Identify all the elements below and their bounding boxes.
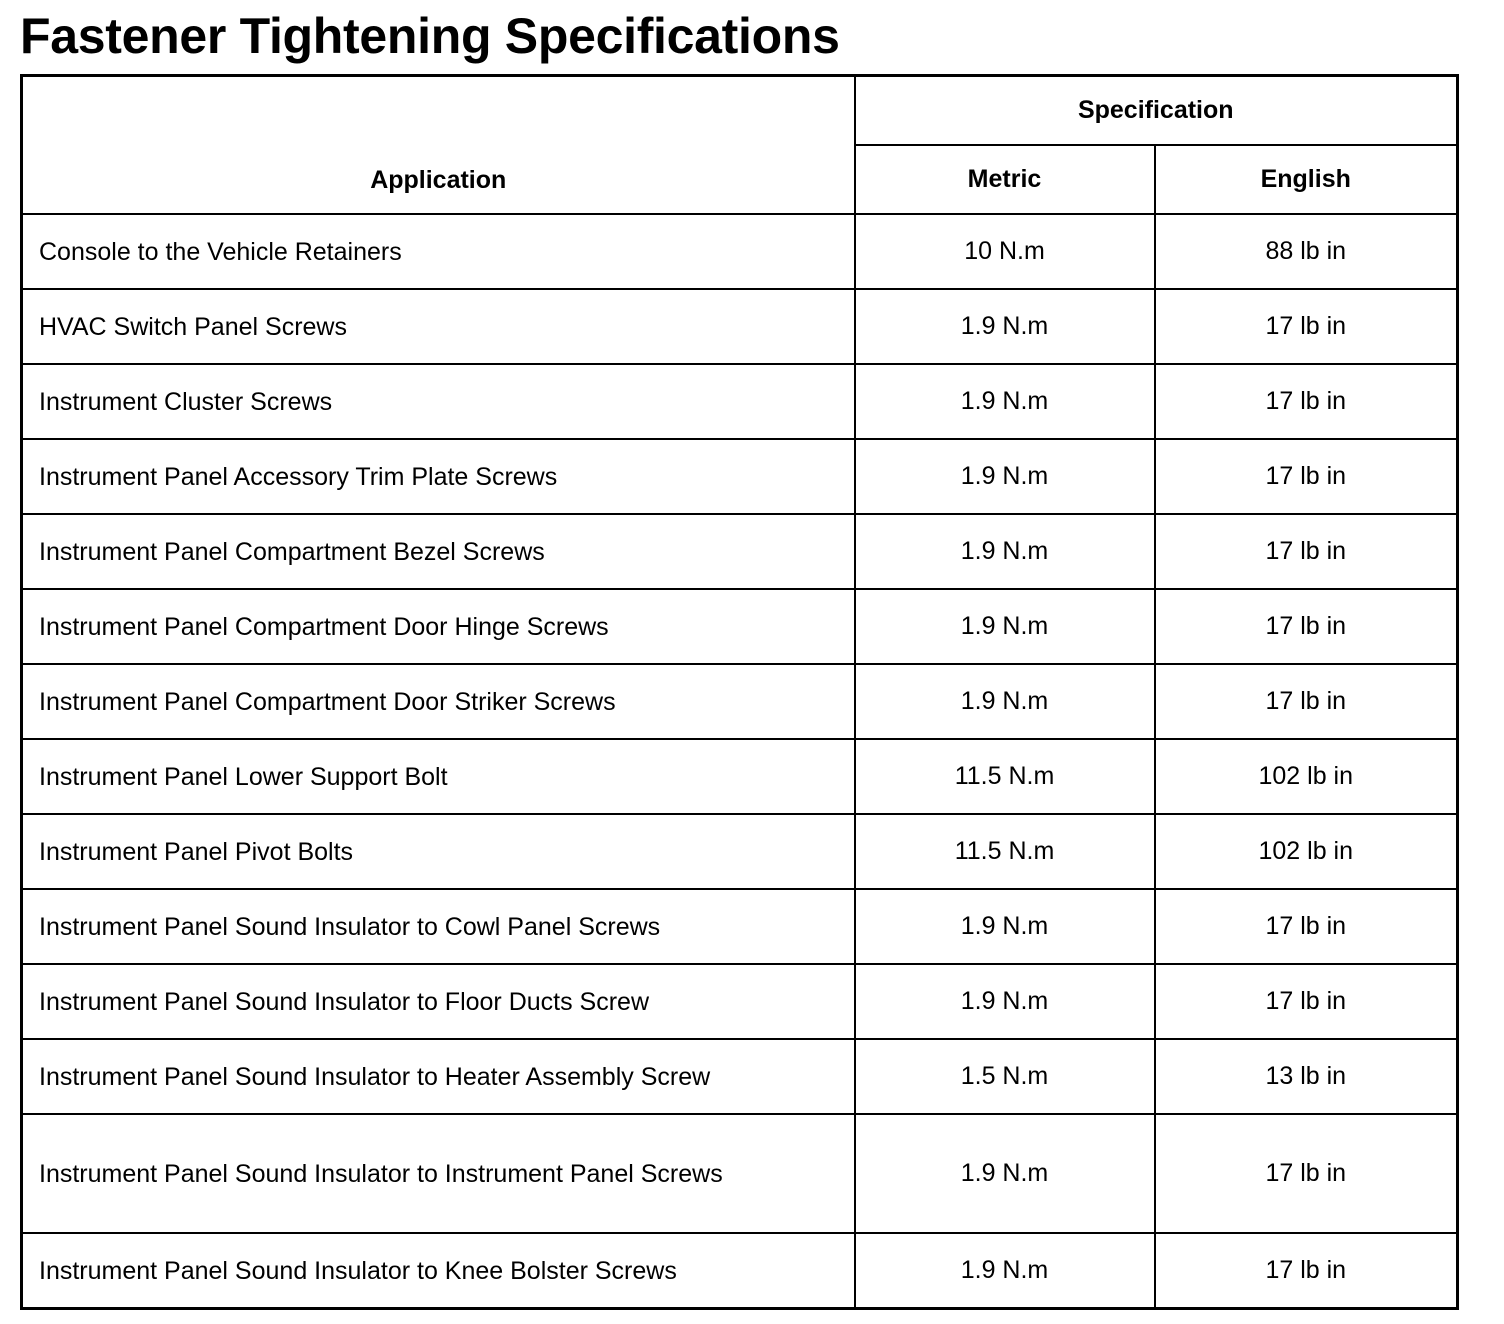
column-header-application: Application: [22, 76, 855, 215]
table-row: [22, 589, 1458, 664]
table-row: [22, 814, 1458, 889]
cell-metric: 1.9 N.m: [855, 289, 1155, 364]
cell-application: Instrument Panel Accessory Trim Plate Screws: [22, 439, 855, 514]
cell-application: Instrument Panel Compartment Bezel Screws: [22, 514, 855, 589]
cell-metric: 1.9 N.m: [855, 514, 1155, 589]
cell-english: 17 lb in: [1155, 289, 1458, 364]
cell-application: Instrument Panel Lower Support Bolt: [22, 739, 855, 814]
cell-metric: 11.5 N.m: [855, 739, 1155, 814]
table-row: [22, 889, 1458, 964]
table-row: [22, 664, 1458, 739]
column-header-metric: Metric: [855, 145, 1155, 214]
table-row: [22, 1233, 1458, 1309]
cell-metric: 1.9 N.m: [855, 364, 1155, 439]
cell-application: Instrument Panel Sound Insulator to Cowl Panel Screws: [22, 889, 855, 964]
cell-english: 17 lb in: [1155, 964, 1458, 1039]
cell-english: 102 lb in: [1155, 814, 1458, 889]
column-header-specification: Specification: [855, 76, 1458, 146]
cell-english: 13 lb in: [1155, 1039, 1458, 1114]
column-header-english: English: [1155, 145, 1458, 214]
cell-application: Instrument Cluster Screws: [22, 364, 855, 439]
table-row: [22, 1114, 1458, 1233]
page-title: Fastener Tightening Specifications: [20, 8, 840, 64]
table-row: [22, 364, 1458, 439]
cell-application: Instrument Panel Sound Insulator to Knee Bolster Screws: [22, 1233, 855, 1309]
cell-metric: 1.5 N.m: [855, 1039, 1155, 1114]
cell-metric: 1.9 N.m: [855, 664, 1155, 739]
cell-application: HVAC Switch Panel Screws: [22, 289, 855, 364]
cell-english: 17 lb in: [1155, 514, 1458, 589]
cell-metric: 1.9 N.m: [855, 1114, 1155, 1233]
cell-english: 88 lb in: [1155, 214, 1458, 289]
header-row: [22, 76, 1458, 146]
cell-english: 102 lb in: [1155, 739, 1458, 814]
cell-english: 17 lb in: [1155, 1233, 1458, 1309]
fastener-spec-table: [20, 74, 1459, 1310]
table-row: [22, 214, 1458, 289]
cell-english: 17 lb in: [1155, 1114, 1458, 1233]
table-row: [22, 289, 1458, 364]
cell-metric: 10 N.m: [855, 214, 1155, 289]
table-row: [22, 739, 1458, 814]
cell-english: 17 lb in: [1155, 664, 1458, 739]
cell-application: Instrument Panel Compartment Door Hinge Screws: [22, 589, 855, 664]
cell-application: Console to the Vehicle Retainers: [22, 214, 855, 289]
table-row: [22, 514, 1458, 589]
cell-metric: 1.9 N.m: [855, 889, 1155, 964]
cell-metric: 11.5 N.m: [855, 814, 1155, 889]
cell-application: Instrument Panel Compartment Door Striker Screws: [22, 664, 855, 739]
table-row: [22, 964, 1458, 1039]
cell-metric: 1.9 N.m: [855, 1233, 1155, 1309]
cell-english: 17 lb in: [1155, 364, 1458, 439]
cell-application: Instrument Panel Sound Insulator to Heater Assembly Screw: [22, 1039, 855, 1114]
cell-english: 17 lb in: [1155, 439, 1458, 514]
cell-metric: 1.9 N.m: [855, 439, 1155, 514]
cell-application: Instrument Panel Pivot Bolts: [22, 814, 855, 889]
cell-metric: 1.9 N.m: [855, 964, 1155, 1039]
cell-english: 17 lb in: [1155, 889, 1458, 964]
cell-english: 17 lb in: [1155, 589, 1458, 664]
cell-metric: 1.9 N.m: [855, 589, 1155, 664]
cell-application: Instrument Panel Sound Insulator to Instrument Panel Screws: [22, 1114, 855, 1233]
table-row: [22, 439, 1458, 514]
table-row: [22, 1039, 1458, 1114]
cell-application: Instrument Panel Sound Insulator to Floor Ducts Screw: [22, 964, 855, 1039]
